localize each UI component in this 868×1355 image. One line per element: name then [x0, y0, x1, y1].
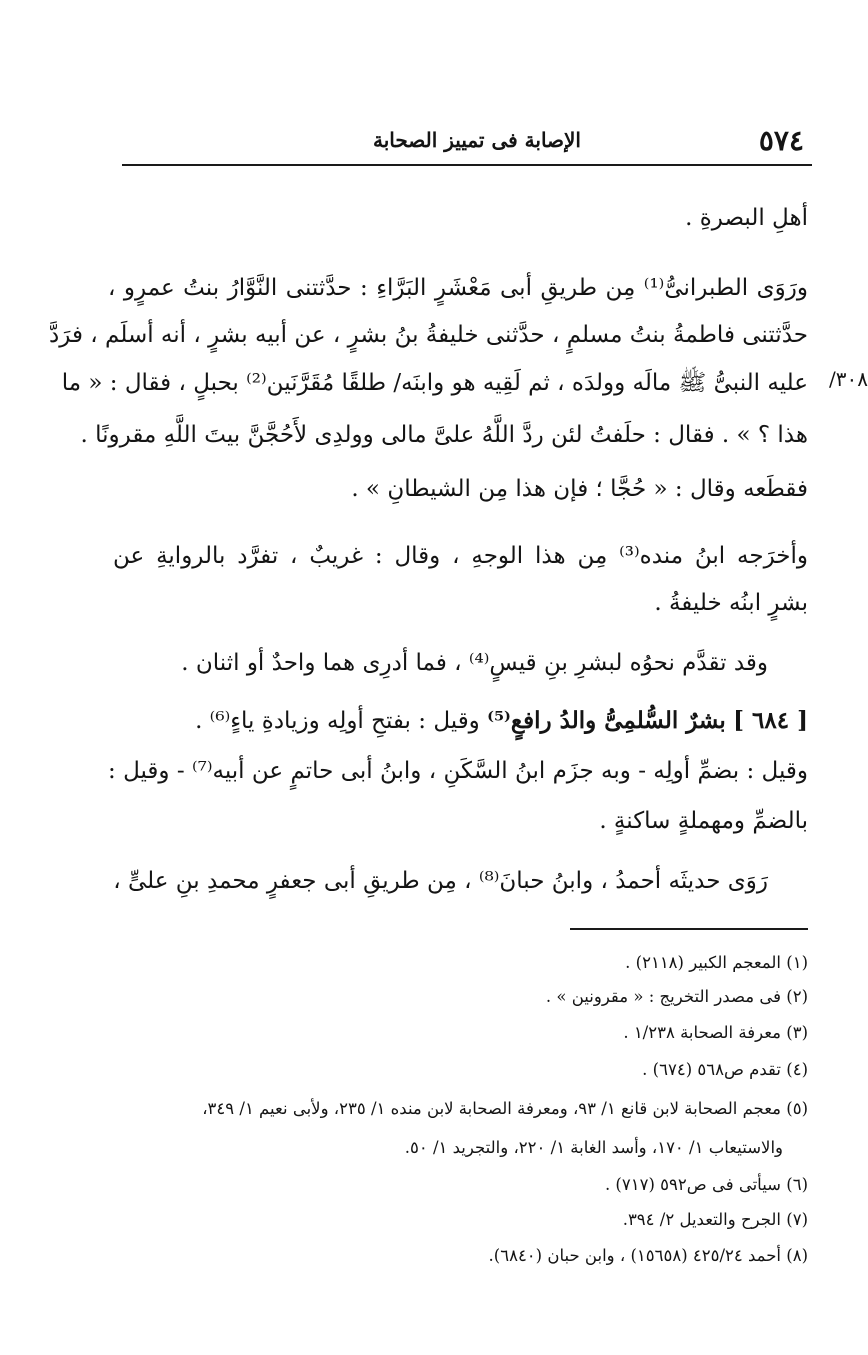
entry-heading-line — [118, 706, 808, 736]
page-header — [122, 112, 812, 166]
footnote: (٣) معرفة الصحابة ١/٢٣٨ . — [623, 1023, 808, 1042]
body-line: هذا ؟ » . فقال : حلَفتُ لئن ردَّ اللَّهُ علىَّ مالى وولدِى لأَحُجَّنَّ بيتَ اللَّهِ مقرونًا . — [80, 422, 808, 448]
body-line: وقيل : بضمِّ أولِه - وبه جزَم ابنُ السَّكَنِ ، وابنُ أبى حاتمٍ عن أبيه⁽⁷⁾ - وقيل : — [108, 758, 808, 784]
margin-reference: ٣٠٨/ — [829, 367, 868, 391]
body-line: حدَّثتنى فاطمةُ بنتُ مسلمٍ ، حدَّثنى خليفةُ بنُ بشرٍ ، عن أبيه بشرٍ ، أنه أسلَم ، فرَدَّ — [49, 322, 808, 348]
body-line: رَوَى حديثَه أحمدُ ، وابنُ حبانَ⁽⁸⁾ ، مِن طريقِ أبى جعفرٍ محمدِ بنِ علىٍّ ، — [113, 868, 768, 894]
body-line: عليه النبىُّ ﷺ مالَه وولدَه ، ثم لَقِيه هو وابنَه/ طلقًا مُقَرَّنَين⁽²⁾ بحبلٍ ، فقال : « ما — [61, 370, 808, 396]
body-line: بالضمِّ ومهملةٍ ساكنةٍ . — [599, 808, 808, 834]
footnote: (٤) تقدم ص٥٦٨ (٦٧٤) . — [642, 1060, 808, 1079]
entry-number: [ ٦٨٤ ] — [733, 707, 808, 734]
footnote-divider — [570, 928, 808, 930]
footnote: (٨) أحمد ٤٢٥/٢٤ (١٥٦٥٨) ، وابن حبان (٦٨٤٠). — [488, 1246, 808, 1265]
entry-variant: وقيل : بفتحِ أولِه وزيادةِ ياءٍ⁽⁶⁾ . — [195, 708, 480, 734]
body-line: وقد تقدَّم نحوُه لبشرِ بنِ قيسٍ⁽⁴⁾ ، فما أدرِى هما واحدٌ أو اثنان . — [181, 650, 768, 676]
body-line: وأخرَجه ابنُ منده⁽³⁾ مِن هذا الوجهِ ، وقال : غريبٌ ، تفرَّد بالروايةِ عن — [113, 543, 808, 569]
footnote: (١) المعجم الكبير (٢١١٨) . — [625, 953, 808, 972]
footnote: (٦) سيأتى فى ص٥٩٢ (٧١٧) . — [604, 1175, 808, 1194]
body-line: ورَوَى الطبرانىُّ⁽¹⁾ مِن طريقِ أبى مَعْشَرٍ البَرَّاءِ : حدَّثتنى النَّوَّارُ بنتُ عمرٍو ، — [108, 275, 808, 301]
body-line: بشرٍ ابنُه خليفةُ . — [654, 590, 808, 616]
body-line: فقطَعه وقال : « حُجَّا ؛ فإن هذا مِن الشيطانِ » . — [351, 476, 808, 502]
footnote: (٢) فى مصدر التخريج : « مقرونين » . — [545, 987, 808, 1006]
footnote: والاستيعاب ١/ ١٧٠، وأسد الغابة ١/ ٢٢٠، والتجريد ١/ ٥٠. — [404, 1138, 783, 1157]
running-title: الإصابة فى تمييز الصحابة — [373, 128, 581, 152]
footnote: (٧) الجرح والتعديل ٢/ ٣٩٤. — [622, 1210, 808, 1229]
page-number: ٥٧٤ — [758, 124, 804, 157]
entry-name: بشرٌ السُّلمِىُّ والدُ رافعٍ⁽⁵⁾ — [487, 707, 726, 734]
footnote: (٥) معجم الصحابة لابن قانع ١/ ٩٣، ومعرفة الصحابة لابن منده ١/ ٢٣٥، ولأبى نعيم ١/ ٣٤٩، — [202, 1099, 808, 1118]
body-line: أهلِ البصرةِ . — [685, 205, 808, 231]
